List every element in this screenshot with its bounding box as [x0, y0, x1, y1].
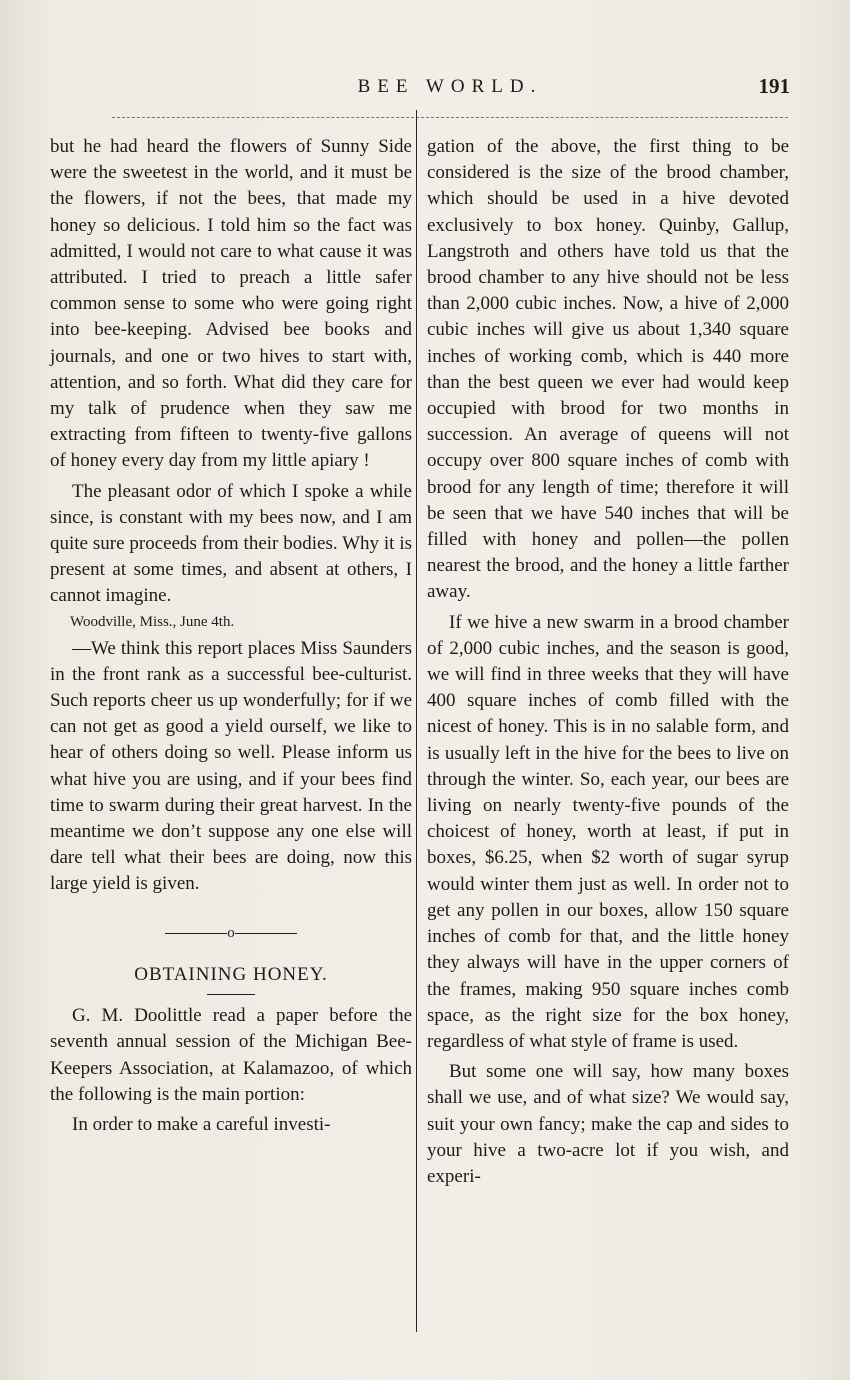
separator-mark: o: [227, 924, 235, 941]
editor-note-paragraph: —We think this report places Miss Saunders in the front rank as a successful bee-culturist. Such reports cheer us up wonderfully; for if we can not get as good a yield ourself, we like to hear of others doing so well. Please inform us what hive you are using, and if your bees find time to swarm during their great harvest. In the meantime we don’t suppose any one else will dare tell what their bees are doing, now this large yield is given.: [50, 637, 412, 895]
page-number: 191: [758, 74, 790, 98]
running-title: BEE WORLD.: [357, 76, 543, 97]
header-rule: [112, 117, 788, 118]
right-column: [427, 134, 789, 1190]
section-separator: [50, 920, 412, 946]
letter-signature: Woodville, Miss., June 4th.: [70, 613, 235, 630]
left-paragraph-2: The pleasant odor of which I spoke a while since, is constant with my bees now, and I am quite sure proceeds from their bodies. Why it is present at some times, and absent at others, I cannot imagine.: [50, 480, 412, 607]
right-paragraph-2: If we hive a new swarm in a brood chamber of 2,000 cubic inches, and the season is good, we will find in three weeks that they will have 400 square inches of comb filled with the nicest of honey. This is in no salable form, and is usually left in the hive for the bees to live on through the winter. So, each year, our bees are living on nearly twenty-five pounds of the choicest of honey, worth at least, if put in boxes, $6.25, when $2 worth of sugar syrup would winter them just as well. In order not to get any pollen in our boxes, allow 150 square inches of comb for that, and the little honey they always will have in the upper corners of the frames, making 950 square inches comb space, as the right size for the box honey, regardless of what style of frame is used.: [427, 611, 789, 1052]
column-divider: [416, 110, 417, 1332]
running-header: [60, 74, 800, 104]
left-paragraph-4: G. M. Doolittle read a paper before the seventh annual session of the Michigan Bee-Keepers Association, at Kalamazoo, of which the following is the main portion:: [50, 1005, 412, 1105]
left-column: [50, 134, 412, 1138]
right-paragraph-1: gation of the above, the first thing to be considered is the size of the brood chamber, which should be used in a hive devoted exclusively to box honey. Quinby, Gallup, Langstroth and others have told us that the brood chamber to any hive should not be less than 2,000 cubic inches. Now, a hive of 2,000 cubic inches will give us about 1,340 square inches of working comb, which is 440 more than the best queen we ever had would keep occupied with brood for two months in succession. An average of queens will not occupy over 800 square inches of comb with brood for any length of time; therefore it will be seen that we have 540 inches that will be filled with honey and pollen—the pollen nearest the brood, and the honey a little farther away.: [427, 136, 789, 603]
left-paragraph-5: In order to make a careful investi-: [72, 1113, 331, 1135]
heading-rule: [207, 994, 255, 995]
left-paragraph-1: but he had heard the flowers of Sunny Side were the sweetest in the world, and it must be the flowers, if not the bees, that made my honey so delicious. I told him so the fact was admitted, I would not care to what cause it was attributed. I tried to preach a little safer common sense to some who were going right into bee-keeping. Advised bee books and journals, and one or two hives to start with, attention, and so forth. What did they care for my talk of prudence when they saw me extracting from fifteen to twenty-five gallons of honey every day from my little apiary !: [50, 136, 412, 472]
section-heading: OBTAINING HONEY.: [134, 963, 328, 985]
right-paragraph-3: But some one will say, how many boxes shall we use, and of what size? We would say, suit your own fancy; make the cap and sides to your hive a two-acre lot if you wish, and experi-: [427, 1061, 789, 1187]
